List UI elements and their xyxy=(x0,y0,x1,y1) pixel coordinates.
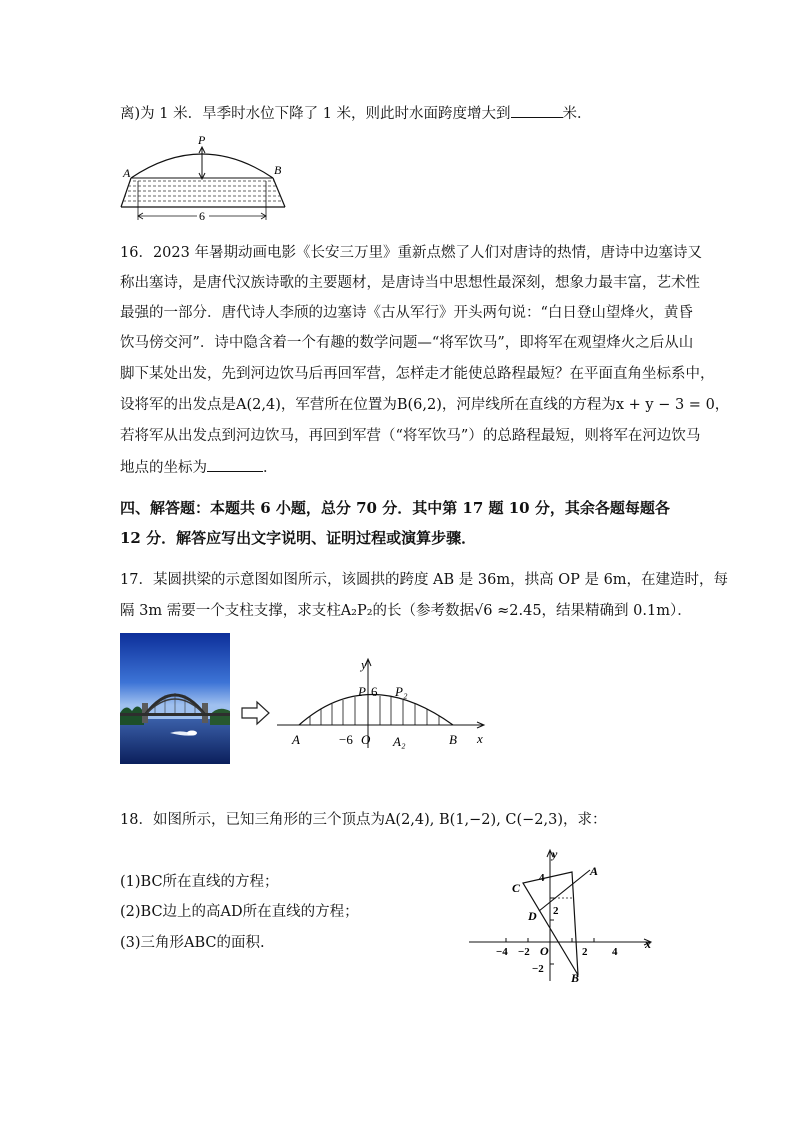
q18-part-1: (1)BC所在直线的方程； xyxy=(120,874,279,890)
fig17-label-a: A xyxy=(292,732,300,747)
fig17-label-p: P xyxy=(358,684,366,699)
fig17-label-o: O xyxy=(361,732,371,747)
q15-tail-text: 离)为 1 米．旱季时水位下降了 1 米，则此时水面跨度增大到 xyxy=(120,106,511,122)
q18-part-3: (3)三角形ABC的面积. xyxy=(120,935,265,951)
fig18-label-c: C xyxy=(512,881,521,895)
fig17-arch-diagram xyxy=(275,656,490,751)
q16-line-2: 称出塞诗，是唐代汉族诗歌的主要题材，是唐诗当中思想性最深刻，想象力最丰富，艺术性 xyxy=(120,275,700,291)
fig18-label-a: A xyxy=(590,864,599,878)
q16-last-line xyxy=(120,457,278,478)
fig15-width-label: 6 xyxy=(199,209,205,223)
fig18-triangle-diagram xyxy=(466,845,661,985)
fig17-label-p2: P₂ xyxy=(395,684,408,699)
fig17-label-x: x xyxy=(477,731,483,746)
fig18-label-y: y xyxy=(552,847,558,861)
fig18-tick-y-4: 4 xyxy=(539,872,545,884)
fig18-label-x: x xyxy=(645,937,651,951)
q15-answer-blank[interactable] xyxy=(511,103,563,118)
q17-line-2: 隔 3m 需要一个支柱支撑，求支柱A₂P₂的长（参考数据√6 ≈2.45，结果精确到 0.1m）． xyxy=(120,603,692,619)
fig17-label-six: 6 xyxy=(371,684,378,699)
q16-last-end: ． xyxy=(263,460,278,476)
q16-line-3: 最强的一部分．唐代诗人李颀的边塞诗《古从军行》开头两句说：“白日登山望烽火，黄昏 xyxy=(120,305,693,321)
fig18-tick-y-2: 2 xyxy=(553,905,559,917)
q16-line-1: 16．2023 年暑期动画电影《长安三万里》重新点燃了人们对唐诗的热情，唐诗中边塞诗又 xyxy=(120,245,702,261)
fig17-label-y: y xyxy=(361,657,367,672)
fig15-label-a: A xyxy=(123,166,131,180)
section4-heading-line-2: 12 分．解答应写出文字说明、证明过程或演算步骤． xyxy=(120,529,477,547)
q16-line-5: 脚下某处出发，先到河边饮马后再回军营，怎样走才能使总路程最短？在平面直角坐标系中， xyxy=(120,366,715,382)
fig15-label-p: P xyxy=(198,133,206,147)
q16-line-6: 设将军的出发点是A(2,4)，军营所在位置为B(6,2)，河岸线所在直线的方程为x + y − 3 = 0， xyxy=(120,397,730,413)
fig18-tick-y-neg2: −2 xyxy=(532,963,544,975)
q18-part-2: (2)BC边上的高AD所在直线的方程； xyxy=(120,904,359,920)
q17-line-1: 17．某圆拱梁的示意图如图所示，该圆拱的跨度 AB 是 36m，拱高 OP 是 6m，在建造时，每 xyxy=(120,572,729,588)
fig15-label-b: B xyxy=(274,163,282,177)
q15-unit: 米． xyxy=(562,106,592,122)
arrow-right-icon xyxy=(241,701,271,725)
q15-tail-line xyxy=(120,103,592,124)
fig18-tick-x-4: 4 xyxy=(612,946,618,958)
fig15-arch-diagram xyxy=(118,132,293,224)
bridge-photo xyxy=(120,633,230,764)
fig18-tick-x-neg4: −4 xyxy=(496,946,508,958)
q16-last-text: 地点的坐标为 xyxy=(120,460,207,476)
fig17-label-a2: A₂ xyxy=(393,734,406,749)
fig18-label-d: D xyxy=(528,909,537,923)
fig17-label-neg6: −6 xyxy=(339,732,353,747)
q18-stem: 18．如图所示，已知三角形的三个顶点为A(2,4), B(1,−2), C(−2,3)，求： xyxy=(120,812,607,828)
fig18-label-b: B xyxy=(571,971,580,985)
section4-heading-line-1: 四、解答题：本题共 6 小题，总分 70 分．其中第 17 题 10 分，其余各题每题各 xyxy=(120,499,670,517)
q16-answer-blank[interactable] xyxy=(207,457,263,472)
fig18-tick-x-neg2: −2 xyxy=(518,946,530,958)
fig17-label-b: B xyxy=(449,732,457,747)
q16-line-7: 若将军从出发点到河边饮马，再回到军营（“将军饮马”）的总路程最短，则将军在河边饮马 xyxy=(120,428,701,444)
fig18-tick-x-2: 2 xyxy=(582,946,588,958)
fig18-label-o: O xyxy=(540,944,549,958)
q16-line-4: 饮马傍交河”．诗中隐含着一个有趣的数学问题—“将军饮马”，即将军在观望烽火之后从山 xyxy=(120,335,694,351)
